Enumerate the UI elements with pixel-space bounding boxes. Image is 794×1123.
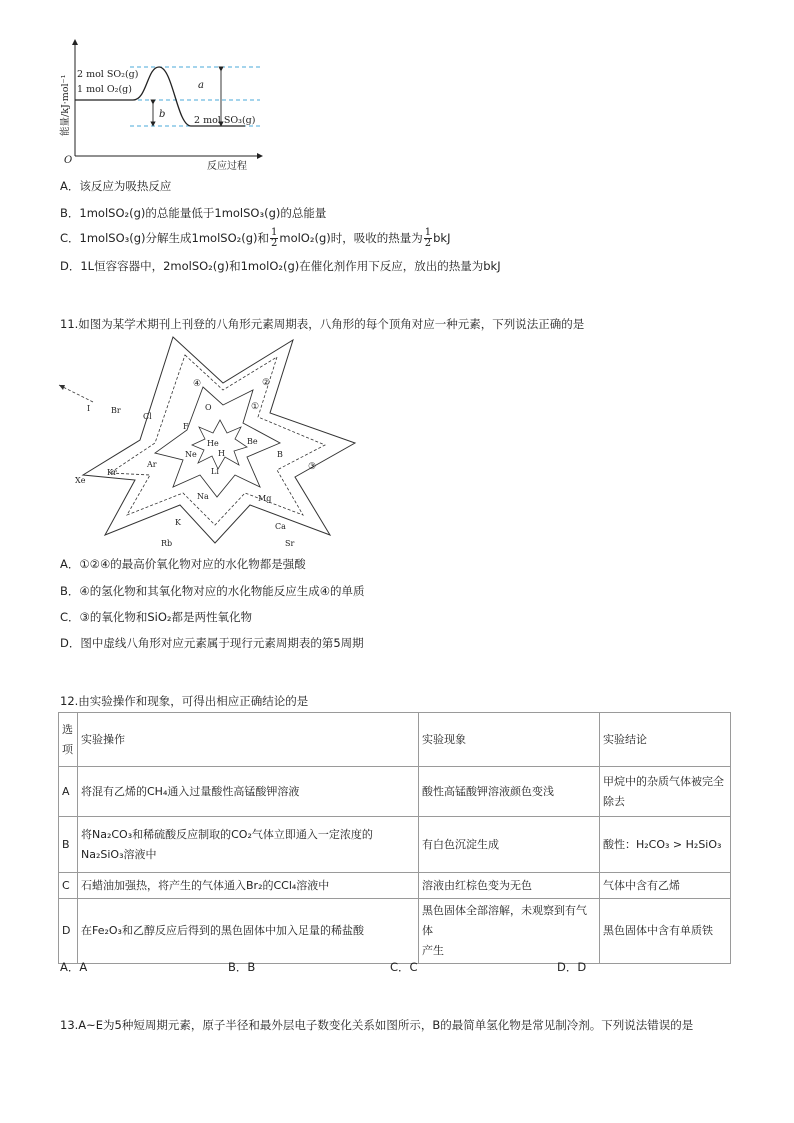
table-row: [59, 899, 731, 964]
element-be: Be: [247, 437, 258, 446]
q11-stem: 11.如图为某学术期刊上刊登的八角形元素周期表，八角形的每个顶角对应一种元素，下列说法正确的是: [60, 317, 585, 331]
marker-3: ③: [308, 462, 317, 472]
octagonal-periodic-table: [55, 335, 370, 550]
element-cl: Cl: [143, 412, 152, 421]
row-b-operation: 将Na₂CO₃和稀硫酸反应制取的CO₂气体立即通入一定浓度的 Na₂SiO₃溶液中: [78, 817, 419, 873]
element-ca: Ca: [275, 522, 286, 531]
element-b: B: [277, 450, 283, 459]
element-o: O: [205, 403, 212, 412]
header-operation: 实验操作: [78, 713, 419, 767]
row-d-phenomenon: 黑色固体全部溶解，未观察到有气体 产生: [419, 899, 600, 964]
element-kr: Kr: [107, 468, 117, 477]
fraction-one-half: $\frac{1}{2}$: [271, 227, 278, 249]
row-b-conclusion: 酸性：H₂CO₃ > H₂SiO₃: [600, 817, 731, 873]
label-a: a: [198, 80, 204, 91]
table-row: [59, 817, 731, 873]
element-rb: Rb: [161, 539, 173, 548]
q11-option-c[interactable]: C．③的氧化物和SiO₂都是两性氧化物: [60, 610, 252, 624]
x-axis-label: 反应过程: [207, 161, 247, 172]
experiment-table: [58, 712, 731, 964]
element-f: F: [183, 422, 189, 431]
outer-star: [83, 337, 355, 543]
row-b-option: B: [59, 817, 78, 873]
element-na: Na: [197, 492, 209, 501]
row-a-phenomenon: 酸性高锰酸钾溶液颜色变浅: [419, 767, 600, 817]
marker-2: ②: [262, 378, 271, 388]
q12-answer-c[interactable]: C．C: [390, 960, 418, 974]
fraction-one-half-2: $\frac{1}{2}$: [424, 227, 432, 249]
row-d-option: D: [59, 899, 78, 964]
row-d-conclusion: 黑色固体中含有单质铁: [600, 899, 731, 964]
reactant-label-2: 1 mol O₂(g): [77, 84, 132, 95]
element-br: Br: [111, 406, 121, 415]
row-d-operation: 在Fe₂O₃和乙醇反应后得到的黑色固体中加入足量的稀盐酸: [78, 899, 419, 964]
q10-c-mid: molO₂(g)时，吸收的热量为: [279, 231, 423, 245]
q10-option-a[interactable]: A．该反应为吸热反应: [60, 179, 172, 193]
label-b: b: [159, 109, 166, 120]
reactant-label-1: 2 mol SO₂(g): [77, 69, 139, 80]
row-a-operation: 将混有乙烯的CH₄通入过量酸性高锰酸钾溶液: [78, 767, 419, 817]
element-k: K: [175, 518, 181, 527]
row-b-phenomenon: 有白色沉淀生成: [419, 817, 600, 873]
element-sr: Sr: [285, 539, 295, 548]
element-ne: Ne: [185, 450, 197, 459]
q13-stem: 13.A~E为5种短周期元素，原子半径和最外层电子数变化关系如图所示，B的最简单氢化物是常见制冷剂。下列说法错误的是: [60, 1018, 694, 1032]
element-xe: Xe: [75, 476, 86, 485]
product-label: 2 mol SO₃(g): [194, 115, 256, 126]
element-mg: Mg: [258, 494, 272, 503]
q12-stem: 12.由实验操作和现象，可得出相应正确结论的是: [60, 694, 309, 708]
table-header-row: [59, 713, 731, 767]
q10-option-b[interactable]: B．1molSO₂(g)的总能量低于1molSO₃(g)的总能量: [60, 206, 327, 220]
row-c-option: C: [59, 873, 78, 899]
element-i: I: [87, 404, 91, 413]
q10-c-post: bkJ: [433, 231, 451, 245]
q11-option-d[interactable]: D．图中虚线八角形对应元素属于现行元素周期表的第5周期: [60, 636, 364, 650]
inner-star: [192, 420, 247, 469]
iodine-arrow: [59, 385, 93, 402]
header-conclusion: 实验结论: [600, 713, 731, 767]
origin-label: O: [64, 155, 73, 166]
energy-diagram: [55, 38, 270, 173]
row-a-option: A: [59, 767, 78, 817]
table-row: [59, 767, 731, 817]
row-c-operation: 石蜡油加强热，将产生的气体通入Br₂的CCl₄溶液中: [78, 873, 419, 899]
element-li: Li: [211, 467, 219, 476]
table-row: [59, 873, 731, 899]
q10-c-pre: C．1molSO₃(g)分解生成1molSO₂(g)和: [60, 231, 269, 245]
row-a-conclusion: 甲烷中的杂质气体被完全 除去: [600, 767, 731, 817]
q11-option-a[interactable]: A．①②④的最高价氧化物对应的水化物都是强酸: [60, 557, 306, 571]
marker-4: ④: [193, 379, 202, 389]
header-option: 选项: [59, 713, 78, 767]
q12-answer-b[interactable]: B．B: [228, 960, 256, 974]
q12-answer-a[interactable]: A．A: [60, 960, 88, 974]
q10-option-c[interactable]: [60, 228, 450, 249]
element-ar: Ar: [147, 460, 157, 469]
y-axis-label: 能量/kJ·mol⁻¹: [60, 74, 71, 136]
row-c-phenomenon: 溶液由红棕色变为无色: [419, 873, 600, 899]
header-phenomenon: 实验现象: [419, 713, 600, 767]
element-he: He: [207, 439, 219, 448]
row-c-conclusion: 气体中含有乙烯: [600, 873, 731, 899]
element-h: H: [218, 449, 225, 458]
marker-1: ①: [251, 402, 260, 412]
q10-option-d[interactable]: D．1L恒容容器中，2molSO₂(g)和1molO₂(g)在催化剂作用下反应，放出的热量为bkJ: [60, 259, 501, 273]
q12-answer-d[interactable]: D．D: [557, 960, 587, 974]
q11-option-b[interactable]: B．④的氢化物和其氧化物对应的水化物能反应生成④的单质: [60, 584, 365, 598]
